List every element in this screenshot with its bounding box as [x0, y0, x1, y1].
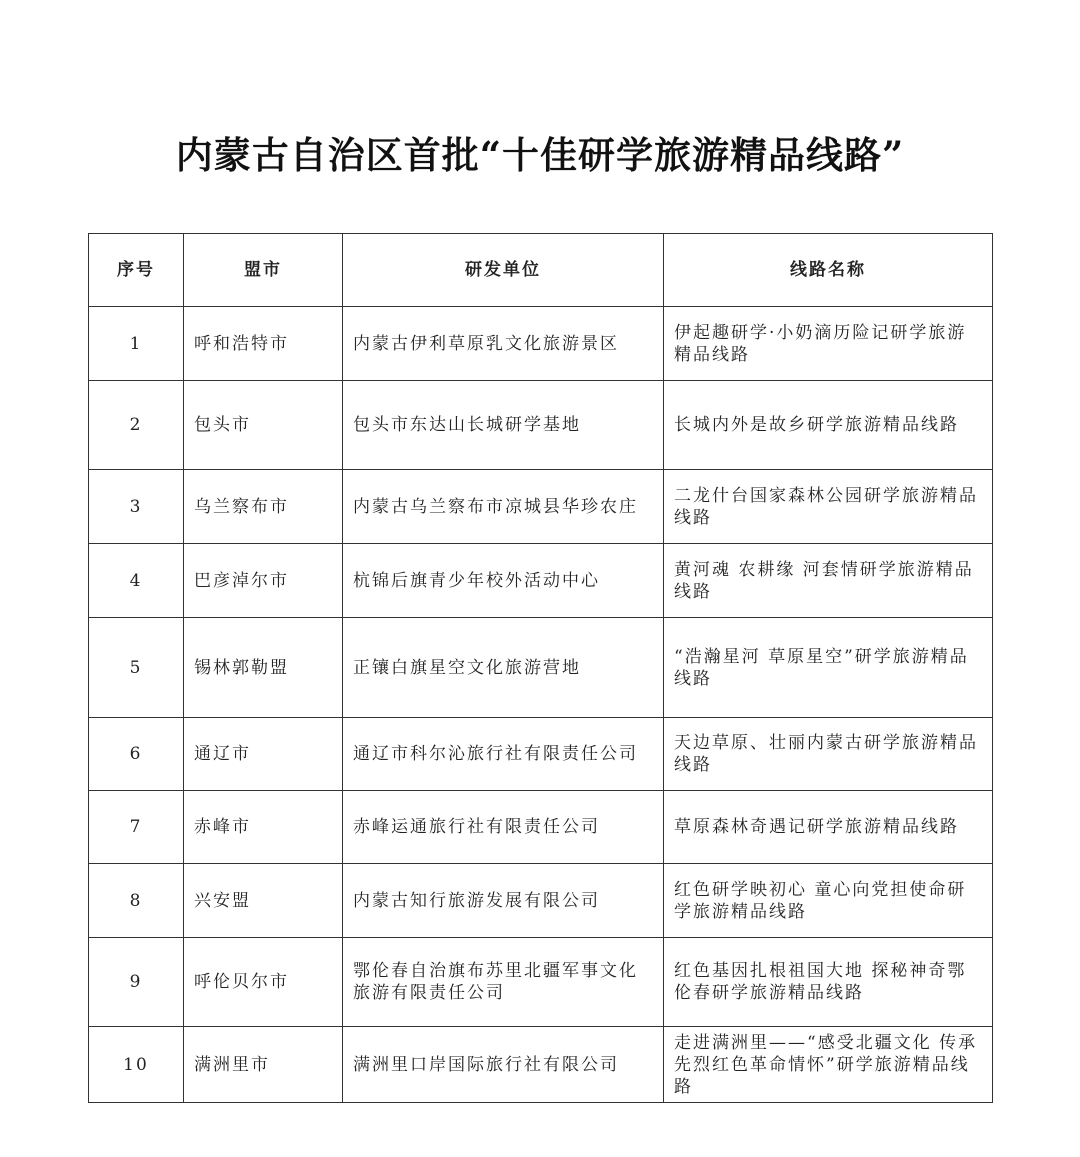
cell-unit: 正镶白旗星空文化旅游营地: [343, 618, 664, 718]
table-row: [89, 470, 993, 544]
header-no: 序号: [89, 234, 184, 307]
cell-route: 草原森林奇遇记研学旅游精品线路: [664, 791, 993, 864]
cell-route: 伊起趣研学·小奶滴历险记研学旅游精品线路: [664, 307, 993, 381]
cell-no: 5: [89, 618, 184, 718]
cell-city: 赤峰市: [184, 791, 343, 864]
cell-route: 二龙什台国家森林公园研学旅游精品线路: [664, 470, 993, 544]
cell-no: 7: [89, 791, 184, 864]
header-route: 线路名称: [664, 234, 993, 307]
table-row: [89, 618, 993, 718]
header-unit: 研发单位: [343, 234, 664, 307]
cell-no: 4: [89, 544, 184, 618]
table-row: [89, 544, 993, 618]
cell-unit: 内蒙古伊利草原乳文化旅游景区: [343, 307, 664, 381]
cell-city: 包头市: [184, 381, 343, 470]
table-row: [89, 938, 993, 1027]
table-row: [89, 307, 993, 381]
cell-route: 黄河魂 农耕缘 河套情研学旅游精品线路: [664, 544, 993, 618]
cell-route: 红色基因扎根祖国大地 探秘神奇鄂伦春研学旅游精品线路: [664, 938, 993, 1027]
cell-city: 锡林郭勒盟: [184, 618, 343, 718]
cell-city: 满洲里市: [184, 1027, 343, 1103]
cell-route: 走进满洲里——“感受北疆文化 传承先烈红色革命情怀”研学旅游精品线路: [664, 1027, 993, 1103]
cell-city: 通辽市: [184, 718, 343, 791]
cell-no: 10: [89, 1027, 184, 1103]
cell-no: 8: [89, 864, 184, 938]
cell-route: 天边草原、壮丽内蒙古研学旅游精品线路: [664, 718, 993, 791]
table-header-row: [89, 234, 993, 307]
cell-unit: 包头市东达山长城研学基地: [343, 381, 664, 470]
cell-route: 长城内外是故乡研学旅游精品线路: [664, 381, 993, 470]
cell-city: 乌兰察布市: [184, 470, 343, 544]
table-row: [89, 864, 993, 938]
cell-city: 兴安盟: [184, 864, 343, 938]
cell-no: 2: [89, 381, 184, 470]
cell-unit: 通辽市科尔沁旅行社有限责任公司: [343, 718, 664, 791]
cell-route: 红色研学映初心 童心向党担使命研学旅游精品线路: [664, 864, 993, 938]
table-row: [89, 381, 993, 470]
cell-unit: 内蒙古乌兰察布市凉城县华珍农庄: [343, 470, 664, 544]
cell-no: 9: [89, 938, 184, 1027]
cell-city: 呼伦贝尔市: [184, 938, 343, 1027]
cell-unit: 鄂伦春自治旗布苏里北疆军事文化旅游有限责任公司: [343, 938, 664, 1027]
cell-no: 6: [89, 718, 184, 791]
cell-city: 巴彦淖尔市: [184, 544, 343, 618]
table-row: [89, 718, 993, 791]
cell-no: 3: [89, 470, 184, 544]
header-city: 盟市: [184, 234, 343, 307]
table-row: [89, 791, 993, 864]
cell-city: 呼和浩特市: [184, 307, 343, 381]
cell-no: 1: [89, 307, 184, 381]
document-title: 内蒙古自治区首批“十佳研学旅游精品线路”: [175, 133, 905, 177]
cell-unit: 赤峰运通旅行社有限责任公司: [343, 791, 664, 864]
cell-unit: 杭锦后旗青少年校外活动中心: [343, 544, 664, 618]
cell-unit: 满洲里口岸国际旅行社有限公司: [343, 1027, 664, 1103]
table-row: [89, 1027, 993, 1103]
routes-table: [88, 233, 993, 1103]
cell-route: “浩瀚星河 草原星空”研学旅游精品线路: [664, 618, 993, 718]
cell-unit: 内蒙古知行旅游发展有限公司: [343, 864, 664, 938]
